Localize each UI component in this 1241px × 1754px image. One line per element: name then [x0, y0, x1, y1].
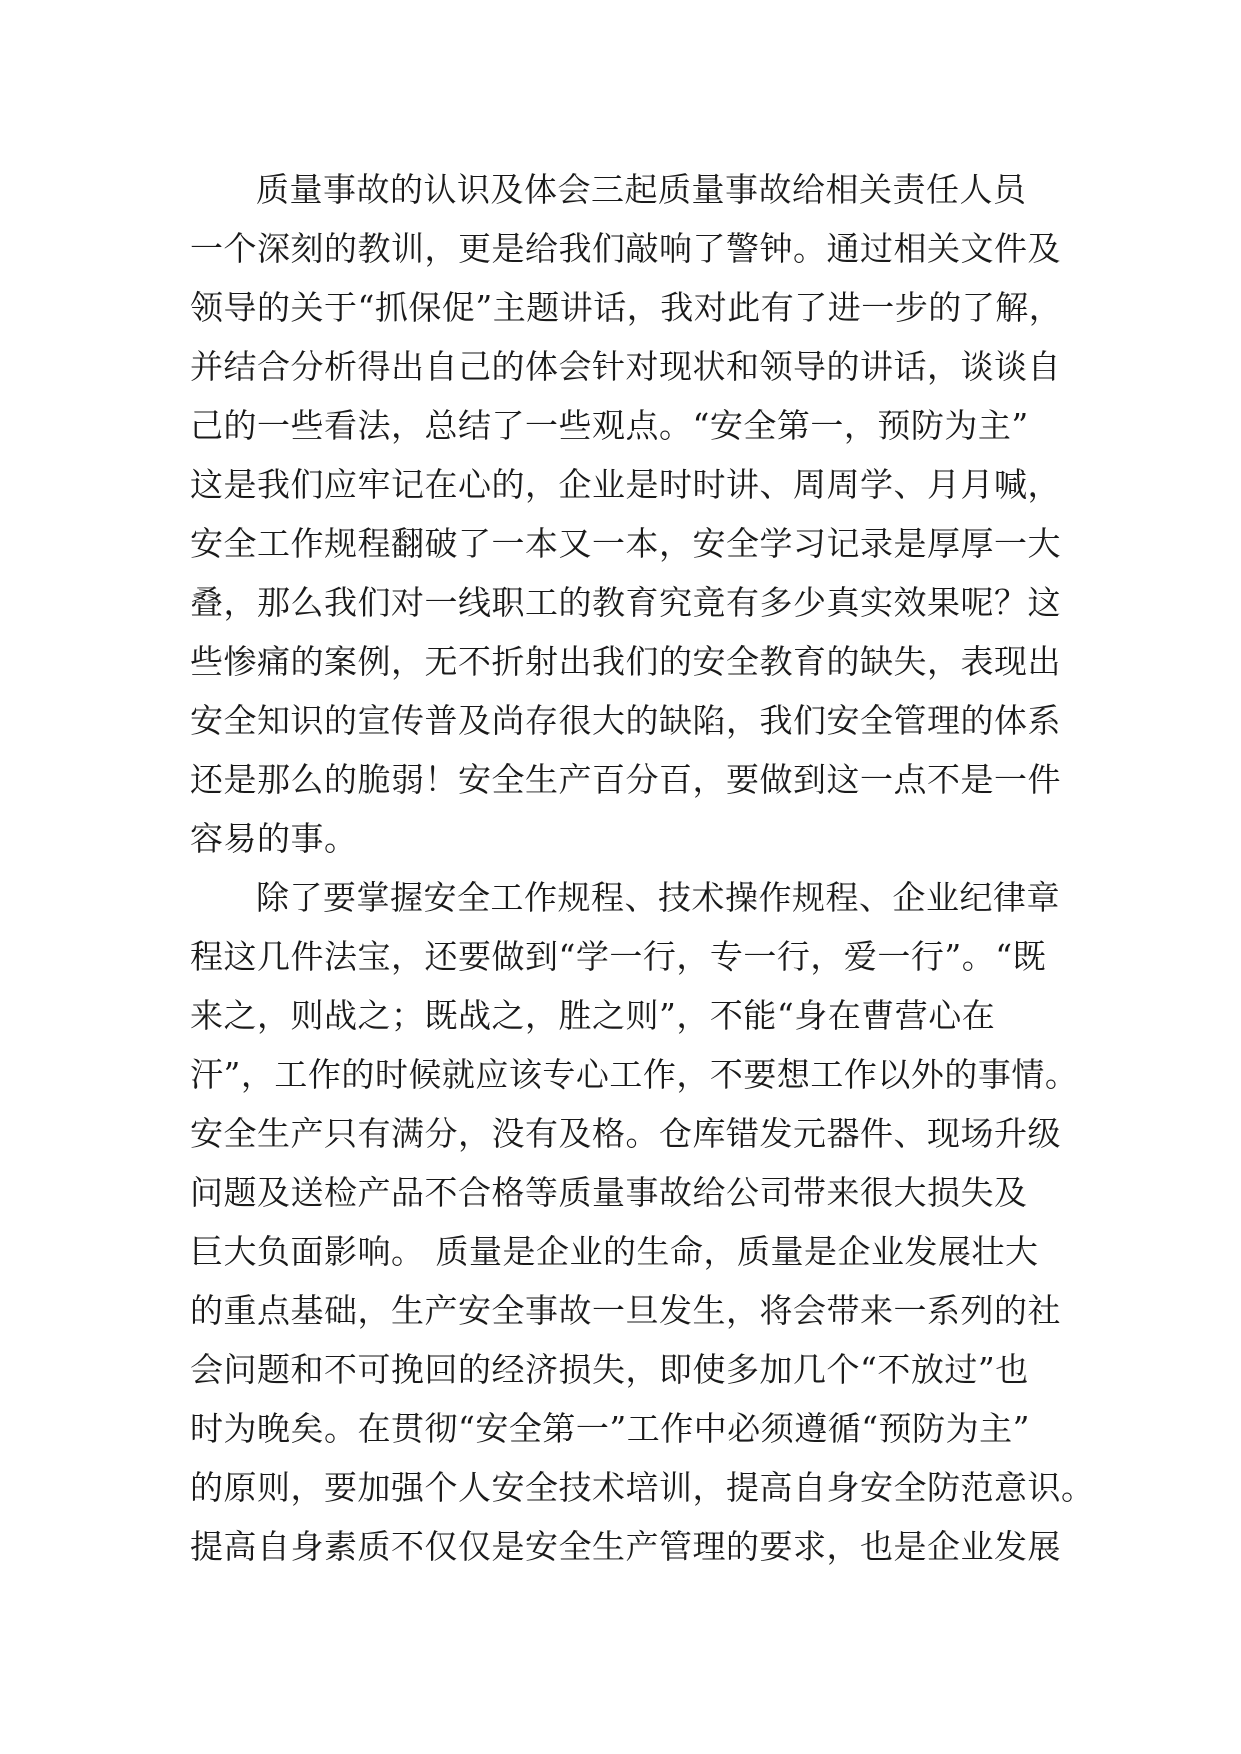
paragraph-1 [190, 160, 1070, 868]
text-line: 除了要掌握安全工作规程、技术操作规程、企业纪律章 [256, 878, 1060, 917]
text-line: 程这几件法宝，还要做到“学一行，专一行，爱一行”。“既 [190, 937, 1047, 976]
text-line: 问题及送检产品不合格等质量事故给公司带来很大损失及 [190, 1173, 1028, 1212]
text-line: 安全知识的宣传普及尚存很大的缺陷，我们安全管理的体系 [190, 701, 1061, 740]
text-line: 来之，则战之；既战之，胜之则”，不能“身在曹营心在 [190, 996, 996, 1035]
text-line: 还是那么的脆弱！安全生产百分百，要做到这一点不是一件 [190, 760, 1061, 799]
paragraph-2 [190, 868, 1095, 1576]
text-line: 巨大负面影响。 质量是企业的生命，质量是企业发展壮大 [190, 1232, 1039, 1271]
text-line: 己的一些看法，总结了一些观点。“安全第一，预防为主” [190, 406, 1029, 445]
body-text [190, 160, 1095, 1576]
text-line: 提高自身素质不仅仅是安全生产管理的要求，也是企业发展 [190, 1527, 1061, 1566]
text-line: 的重点基础，生产安全事故一旦发生，将会带来一系列的社 [190, 1291, 1061, 1330]
text-line: 这是我们应牢记在心的，企业是时时讲、周周学、月月喊， [190, 465, 1061, 504]
text-line: 些惨痛的案例，无不折射出我们的安全教育的缺失，表现出 [190, 642, 1061, 681]
text-line: 叠，那么我们对一线职工的教育究竟有多少真实效果呢？这 [190, 583, 1061, 622]
text-line: 质量事故的认识及体会三起质量事故给相关责任人员 [256, 170, 1027, 209]
text-line: 并结合分析得出自己的体会针对现状和领导的讲话，谈谈自 [190, 347, 1061, 386]
text-line: 时为晚矣。在贯彻“安全第一”工作中必须遵循“预防为主” [190, 1409, 1030, 1448]
text-line: 汗”，工作的时候就应该专心工作，不要想工作以外的事情。 [190, 1055, 1079, 1094]
text-line: 安全工作规程翻破了一本又一本，安全学习记录是厚厚一大 [190, 524, 1061, 563]
text-line: 容易的事。 [190, 819, 358, 858]
text-line: 一个深刻的教训，更是给我们敲响了警钟。通过相关文件及 [190, 229, 1061, 268]
text-line: 的原则，要加强个人安全技术培训，提高自身安全防范意识。 [190, 1468, 1095, 1507]
text-line: 会问题和不可挽回的经济损失，即使多加几个“不放过”也 [190, 1350, 1029, 1389]
text-line: 领导的关于“抓保促”主题讲话，我对此有了进一步的了解， [190, 288, 1063, 327]
text-line: 安全生产只有满分，没有及格。仓库错发元器件、现场升级 [190, 1114, 1061, 1153]
